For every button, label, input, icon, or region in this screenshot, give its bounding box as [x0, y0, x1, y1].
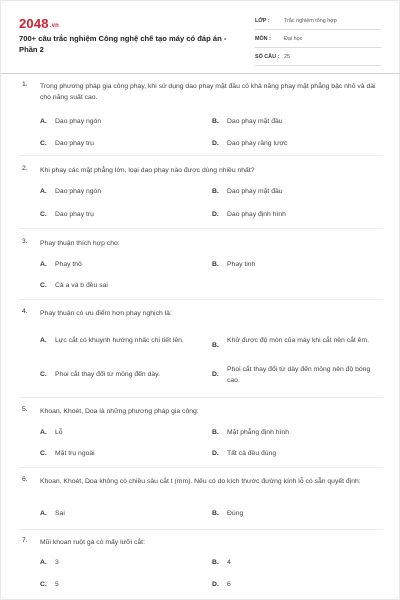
option-letter: A.	[40, 118, 47, 125]
question-number: 6.	[22, 476, 28, 483]
option-text: Dao phay ngón	[55, 118, 102, 125]
question-divider	[19, 155, 383, 156]
option-text: 4	[227, 559, 231, 566]
option-text: 6	[227, 581, 231, 588]
option-letter: B.	[212, 188, 219, 195]
question-text: Khi phay các mặt phẳng lớn, loại dao phay nào được dùng nhiều nhất?	[40, 167, 255, 174]
meta-label: SỐ CÂU :	[255, 54, 280, 60]
option-text: Tất cả đều đúng	[227, 450, 277, 457]
question-text: Phay thuận thích hợp cho:	[40, 240, 120, 247]
option-text: Sai	[55, 510, 65, 517]
option-letter: B.	[212, 342, 219, 349]
option-letter: B.	[212, 118, 219, 125]
header-divider	[1, 73, 400, 74]
meta-info	[255, 15, 381, 69]
option-letter: D.	[212, 140, 219, 147]
question-text: Phay thuận có ưu điểm hơn phay nghịch là:	[40, 310, 172, 317]
option-text: Dao phay ngón	[55, 188, 102, 195]
option-letter: A.	[40, 429, 47, 436]
meta-value: 25	[284, 54, 290, 60]
question-text: Khoan, Khoét, Doa là những phương pháp gia công:	[40, 408, 199, 415]
option-letter: D.	[212, 581, 219, 588]
option-text: Dao phay trụ	[55, 211, 94, 218]
option-text: 5	[55, 581, 59, 588]
meta-row-class	[255, 15, 381, 30]
meta-row-count	[255, 51, 381, 66]
logo-main: 2048	[19, 16, 49, 31]
option-text: Dao phay mặt đầu	[227, 118, 283, 125]
option-text: Phoi cắt thay đổi từ dày đến mỏng nên độ bóng cao.	[227, 366, 371, 384]
option-letter: A.	[40, 337, 47, 344]
question-divider	[19, 299, 383, 300]
question-text: Mũi khoan ruột gà có mấy lưỡi cắt:	[40, 539, 145, 546]
question-divider	[19, 529, 383, 530]
option-letter: A.	[40, 559, 47, 566]
option-letter: A.	[40, 261, 47, 268]
site-logo[interactable]	[19, 16, 59, 31]
option-letter: C.	[40, 211, 47, 218]
question-divider	[19, 467, 383, 468]
question-number: 4.	[22, 308, 28, 315]
option-text: Dao phay định hình	[227, 211, 286, 218]
option-letter: B.	[212, 510, 219, 517]
question-number: 2.	[22, 165, 28, 172]
option-text: Cả a và b đều sai	[55, 282, 108, 289]
logo-suffix: .vn	[49, 23, 60, 29]
question-number: 3.	[22, 238, 28, 245]
question-divider	[19, 228, 383, 229]
option-letter: B.	[212, 429, 219, 436]
option-letter: D.	[212, 371, 219, 378]
meta-value: Trắc nghiệm tổng hợp	[284, 18, 337, 24]
option-text: Lực cắt có khuynh hướng nhấc chi tiết lên.	[55, 337, 184, 344]
option-text: Phoi cắt thay đổi từ mỏng đến dày.	[55, 371, 160, 378]
question-number: 1.	[22, 81, 28, 88]
meta-value: Đại học	[284, 36, 303, 42]
option-letter: B.	[212, 559, 219, 566]
option-letter: D.	[212, 211, 219, 218]
meta-label: MÔN :	[255, 36, 271, 42]
option-text: Lỗ	[55, 429, 63, 436]
question-number: 5.	[22, 406, 28, 413]
meta-label: LỚP :	[255, 18, 270, 24]
question-text: Khoan, Khoét, Doa không có chiều sâu cắt t (mm). Nếu có do kích thước đường kính lỗ có sẵn quyết định:	[40, 478, 361, 485]
option-letter: C.	[40, 450, 47, 457]
meta-row-subject	[255, 33, 381, 48]
option-text: Dao phay răng lược	[227, 140, 288, 147]
option-text: Mặt trụ ngoài	[55, 450, 95, 457]
option-text: Mặt phẳng định hình	[227, 429, 289, 436]
option-text: Dao phay mặt đầu	[227, 188, 283, 195]
question-divider	[19, 397, 383, 398]
option-letter: B.	[212, 261, 219, 268]
question-number: 7.	[22, 537, 28, 544]
option-text: Phay tinh	[227, 261, 256, 268]
option-text: Khử được độ mòn của máy khi cắt nên cắt êm.	[227, 337, 370, 344]
option-text: Phay thô	[55, 261, 82, 268]
worksheet-header	[1, 1, 400, 71]
option-letter: D.	[212, 450, 219, 457]
option-letter: C.	[40, 581, 47, 588]
question-text: Trong phương pháp gia công phay, khi sử dụng dao phay mặt đầu có khả năng phay mặt phẳng bậc nhỏ và dài cho năng suất cao.	[40, 83, 376, 101]
option-letter: A.	[40, 188, 47, 195]
option-text: Dao phay trụ	[55, 140, 94, 147]
option-letter: C.	[40, 371, 47, 378]
option-letter: C.	[40, 140, 47, 147]
option-letter: C.	[40, 282, 47, 289]
option-letter: A.	[40, 510, 47, 517]
document-title: 700+ câu trắc nghiệm Công nghệ chế tạo máy có đáp án - Phần 2	[19, 34, 227, 54]
option-text: 3	[55, 559, 59, 566]
option-text: Đúng	[227, 510, 244, 517]
